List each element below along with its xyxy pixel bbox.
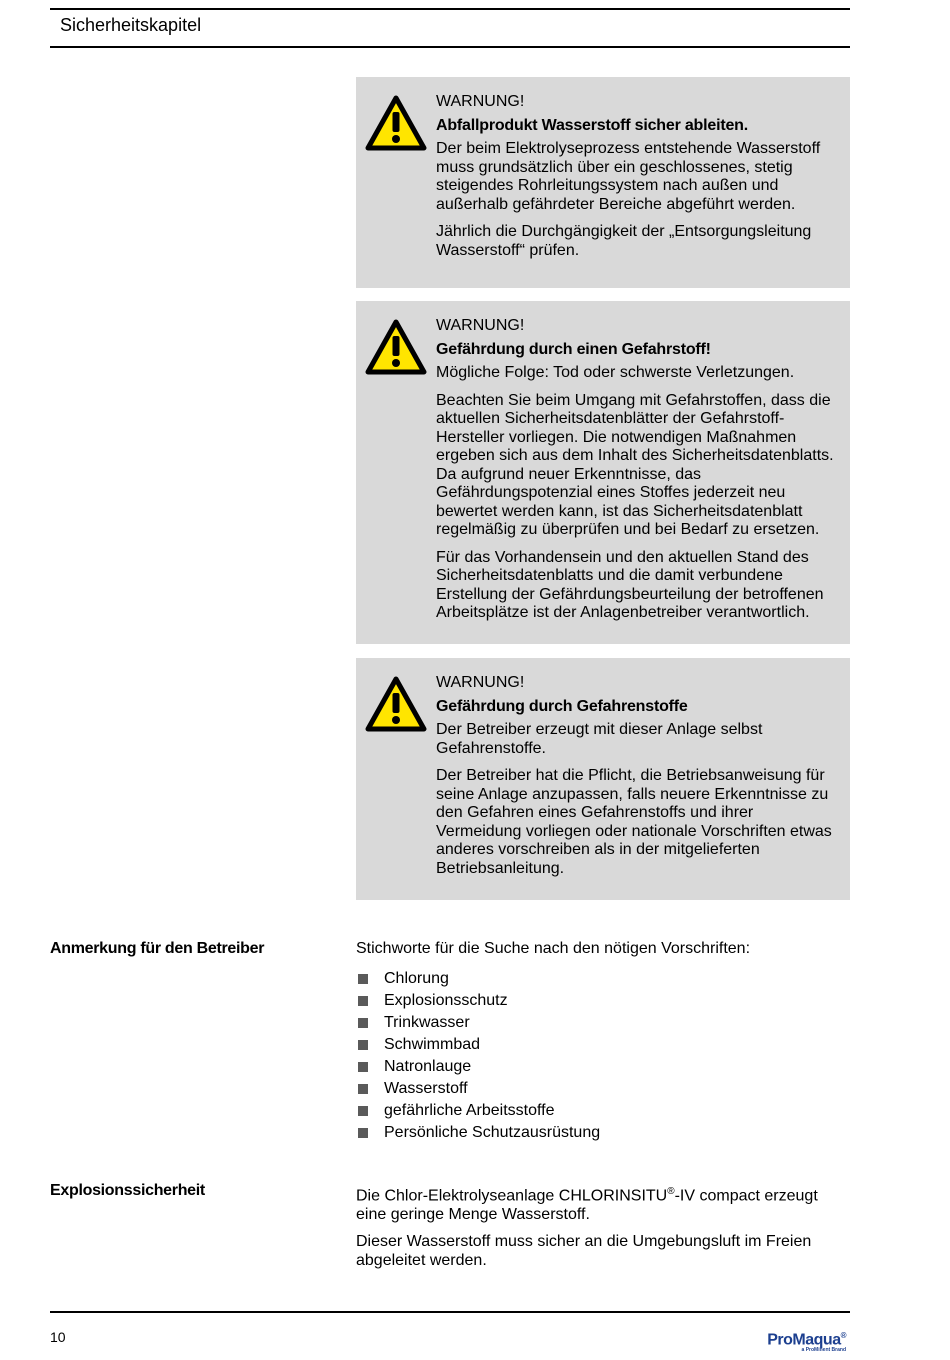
warning-paragraph: Jährlich die Durchgängigkeit der „Entsorgungsleitung Wasserstoff“ prüfen. [436,223,812,259]
page-number: 10 [50,1329,66,1345]
warning-paragraph: Der Betreiber hat die Pflicht, die Betriebsanweisung für seine Anlage anzupassen, falls neuere Erkenntnisse zu den Gefahren eines Gefahrenstoffs und ihrer Vermeidung vorliegen oder nationale Vorschriften etwas anderes vorschreiben als in der mitgelieferten Betriebsanleitung. [436,767,832,877]
warning-box-hazardous-materials [356,658,850,900]
warning-box-hydrogen [356,77,850,288]
keyword-list [356,968,850,1144]
operator-note-heading: Anmerkung für den Betreiber [50,940,265,957]
bullet-square-icon [358,1018,368,1028]
warning-consequence: Mögliche Folge: Tod oder schwerste Verletzungen. [436,364,795,381]
bullet-square-icon [358,974,368,984]
explosion-safety-content [356,1183,850,1279]
list-item: Wasserstoff [356,1078,850,1100]
warning-box-hazardous-substance [356,301,850,644]
explosion-safety-heading: Explosionssicherheit [50,1182,205,1199]
bullet-square-icon [358,1084,368,1094]
warning-consequence: Der Betreiber erzeugt mit dieser Anlage selbst Gefahrenstoffe. [436,721,763,757]
bullet-square-icon [358,1062,368,1072]
list-item: Persönliche Schutzausrüstung [356,1122,850,1144]
list-item: Natronlauge [356,1056,850,1078]
warning-headline: Gefährdung durch einen Gefahrstoff! [436,340,711,358]
header-bottom-rule [50,46,850,48]
bullet-square-icon [358,1106,368,1116]
bullet-square-icon [358,1128,368,1138]
explosion-paragraph: Dieser Wasserstoff muss sicher an die Umgebungsluft im Freien abgeleitet werden. [356,1233,812,1269]
list-item: Schwimmbad [356,1034,850,1056]
operator-note-content [356,940,850,1144]
warning-paragraph: Für das Vorhandensein und den aktuellen Stand des Sicherheitsdatenblatts und die damit verbundene Erstellung der Gefährdungsbeurteilung der betroffenen Arbeitsplätze ist der Anlagenbetreiber verantwortlich. [436,548,824,621]
warning-triangle-icon [365,676,427,732]
warning-paragraph: Der beim Elektrolyseprozess entstehende Wasserstoff muss grundsätzlich über ein geschlossenes, stetig steigendes Rohrleitungssystem nach außen und außerhalb gefährdeter Bereiche abgeführt werden. [436,140,821,213]
list-item: Explosionsschutz [356,990,850,1012]
list-item: Trinkwasser [356,1012,850,1034]
footer-rule [50,1311,850,1313]
explosion-paragraph: Die Chlor-Elektrolyseanlage CHLORINSITU®-IV compact erzeugt eine geringe Menge Wasserstoff. [356,1186,818,1223]
warning-paragraph: Beachten Sie beim Umgang mit Gefahrstoffen, dass die aktuellen Sicherheitsdatenblätter der Gefahrstoff-Hersteller vorliegen. Die notwendigen Maßnahmen ergeben sich aus dem Inhalt des Sicherheitsdatenblatts. Da aufgrund neuer Erkenntnisse, das Gefährdungspotenzial eines Stoffes jederzeit neu bewertet werden kann, ist das Sicherheitsdatenblatt regelmäßig zu überprüfen und bei Bedarf zu ersetzen. [436,391,834,538]
promaqua-logo: ProMaqua® a ProMinent Brand [767,1331,846,1354]
warning-signal-word: WARNUNG! [436,674,525,691]
bullet-square-icon [358,1040,368,1050]
operator-note-intro: Stichworte für die Suche nach den nötigen Vorschriften: [356,940,751,957]
warning-headline: Abfallprodukt Wasserstoff sicher ableiten. [436,116,748,134]
warning-signal-word: WARNUNG! [436,93,525,110]
list-item: Chlorung [356,968,850,990]
list-item: gefährliche Arbeitsstoffe [356,1100,850,1122]
warning-headline: Gefährdung durch Gefahrenstoffe [436,697,688,715]
warning-triangle-icon [365,95,427,151]
warning-signal-word: WARNUNG! [436,317,525,334]
header-top-rule [50,8,850,10]
bullet-square-icon [358,996,368,1006]
section-title: Sicherheitskapitel [60,15,202,35]
warning-triangle-icon [365,319,427,375]
